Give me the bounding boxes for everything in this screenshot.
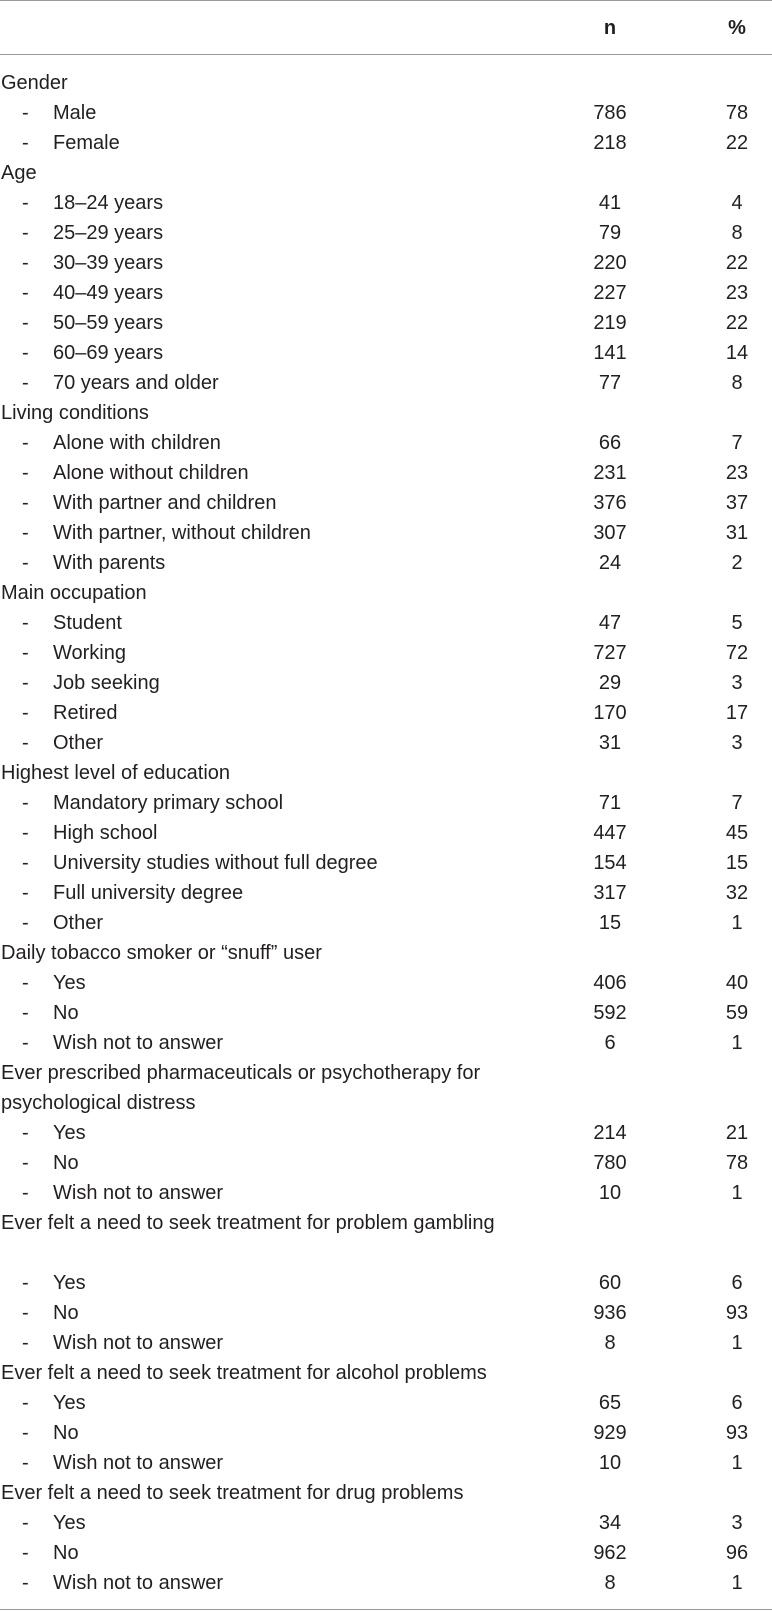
table-row [0,1268,772,1298]
item-count: 376 [593,492,627,514]
table-row [0,368,772,398]
table-row [0,1028,772,1058]
item-label: Male [53,102,97,124]
item-label: Yes [53,972,86,994]
item-percent: 3 [731,1512,743,1534]
item-label: Wish not to answer [53,1452,224,1474]
table-row [0,998,772,1028]
item-count: 31 [598,732,622,754]
item-dash: - [22,102,29,124]
category-label: Daily tobacco smoker or “snuff” user [1,942,322,964]
category-row [0,1478,772,1508]
item-count: 65 [598,1392,622,1414]
item-count: 786 [593,102,627,124]
table-row [0,128,772,158]
item-percent: 22 [725,312,749,334]
table-row [0,518,772,548]
item-dash: - [22,732,29,754]
item-dash: - [22,312,29,334]
category-row [0,758,772,788]
item-dash: - [22,192,29,214]
item-dash: - [22,1512,29,1534]
table-row [0,638,772,668]
item-label: 70 years and older [53,372,219,394]
item-label: No [53,1152,79,1174]
item-count: 66 [598,432,622,454]
item-dash: - [22,492,29,514]
item-dash: - [22,1422,29,1444]
item-dash: - [22,1392,29,1414]
table-row [0,308,772,338]
item-dash: - [22,522,29,544]
item-label: No [53,1302,79,1324]
item-percent: 1 [731,1452,743,1474]
table-row [0,248,772,278]
item-percent: 78 [725,102,749,124]
table-row [0,338,772,368]
table-row [0,608,772,638]
item-count: 447 [593,822,627,844]
item-label: Yes [53,1122,86,1144]
item-percent: 93 [725,1302,749,1324]
item-dash: - [22,612,29,634]
item-percent: 3 [731,732,743,754]
item-percent: 23 [725,282,749,304]
table-row [0,428,772,458]
table-row [0,1568,772,1598]
item-percent: 59 [725,1002,749,1024]
item-percent: 72 [725,642,749,664]
category-row [0,1058,772,1118]
item-label: No [53,1002,79,1024]
table-row [0,188,772,218]
category-label: Ever felt a need to seek treatment for drug problems [1,1482,464,1504]
table-row [0,1418,772,1448]
item-dash: - [22,462,29,484]
item-dash: - [22,1302,29,1324]
item-percent: 1 [731,1182,743,1204]
table-row [0,98,772,128]
item-count: 317 [593,882,627,904]
table-row [0,788,772,818]
category-row [0,1358,772,1388]
item-dash: - [22,1272,29,1294]
item-count: 170 [593,702,627,724]
table-row [0,1148,772,1178]
item-percent: 3 [731,672,743,694]
item-label: Full university degree [53,882,244,904]
item-label: 60–69 years [53,342,164,364]
item-label: 30–39 years [53,252,164,274]
item-percent: 1 [731,1572,743,1594]
item-percent: 1 [731,912,743,934]
item-label: Wish not to answer [53,1032,224,1054]
item-percent: 1 [731,1032,743,1054]
item-label: With partner and children [53,492,277,514]
item-percent: 93 [725,1422,749,1444]
item-dash: - [22,1452,29,1474]
item-dash: - [22,972,29,994]
item-dash: - [22,372,29,394]
category-label: Ever felt a need to seek treatment for alcohol problems [1,1362,487,1384]
table-row [0,458,772,488]
item-count: 780 [593,1152,627,1174]
item-label: Alone with children [53,432,221,454]
item-label: Yes [53,1272,86,1294]
category-label: Highest level of education [1,762,231,784]
item-percent: 6 [731,1272,743,1294]
category-label: Main occupation [1,582,147,604]
item-dash: - [22,1542,29,1564]
category-row [0,1208,772,1268]
item-label: Wish not to answer [53,1332,224,1354]
table-row [0,218,772,248]
item-percent: 8 [731,222,743,244]
item-count: 592 [593,1002,627,1024]
table-row [0,698,772,728]
item-dash: - [22,672,29,694]
item-dash: - [22,1152,29,1174]
item-percent: 40 [725,972,749,994]
table-row [0,1328,772,1358]
item-count: 227 [593,282,627,304]
item-dash: - [22,642,29,664]
item-label: Wish not to answer [53,1182,224,1204]
item-label: Alone without children [53,462,249,484]
table-row [0,728,772,758]
category-row [0,938,772,968]
table-row [0,818,772,848]
item-percent: 14 [725,342,749,364]
item-percent: 2 [731,552,743,574]
item-dash: - [22,432,29,454]
table-row [0,1448,772,1478]
item-label: Yes [53,1512,86,1534]
item-count: 79 [598,222,622,244]
category-label: Ever prescribed pharmaceuticals or psychotherapy for psychological distress [1,1062,481,1114]
item-label: No [53,1542,79,1564]
category-row [0,578,772,608]
item-label: Yes [53,1392,86,1414]
table-row [0,668,772,698]
item-percent: 7 [731,792,743,814]
table-row [0,1538,772,1568]
item-dash: - [22,252,29,274]
item-count: 60 [598,1272,622,1294]
item-percent: 21 [725,1122,749,1144]
category-label: Ever felt a need to seek treatment for problem gambling [1,1212,495,1234]
item-label: No [53,1422,79,1444]
item-count: 406 [593,972,627,994]
item-dash: - [22,1572,29,1594]
category-row [0,398,772,428]
item-count: 77 [598,372,622,394]
item-percent: 23 [725,462,749,484]
item-label: Job seeking [53,672,160,694]
item-label: Retired [53,702,118,724]
item-dash: - [22,882,29,904]
category-label: Gender [1,72,68,94]
item-count: 47 [598,612,622,634]
table-row [0,1178,772,1208]
item-dash: - [22,1032,29,1054]
item-dash: - [22,1002,29,1024]
item-count: 10 [598,1182,622,1204]
item-dash: - [22,282,29,304]
table-row [0,878,772,908]
item-count: 220 [593,252,627,274]
header-rule [0,54,772,55]
item-count: 936 [593,1302,627,1324]
category-row [0,158,772,188]
item-percent: 96 [725,1542,749,1564]
table-body [0,68,772,1598]
item-label: 40–49 years [53,282,164,304]
table-row [0,908,772,938]
item-count: 219 [593,312,627,334]
item-count: 154 [593,852,627,874]
category-label: Age [1,162,37,184]
item-percent: 22 [725,132,749,154]
item-count: 71 [598,792,622,814]
item-count: 141 [593,342,627,364]
table-row [0,1508,772,1538]
item-percent: 6 [731,1392,743,1414]
item-dash: - [22,852,29,874]
table-bottom-rule [0,1609,772,1610]
header-n: n [603,17,617,39]
item-count: 6 [604,1032,616,1054]
item-label: High school [53,822,158,844]
item-label: 50–59 years [53,312,164,334]
table-header [0,0,772,55]
item-dash: - [22,1332,29,1354]
item-label: Other [53,912,104,934]
item-dash: - [22,702,29,724]
item-label: Female [53,132,120,154]
item-percent: 17 [725,702,749,724]
item-label: University studies without full degree [53,852,378,874]
category-label: Living conditions [1,402,149,424]
item-label: Working [53,642,126,664]
item-count: 8 [604,1332,616,1354]
item-percent: 78 [725,1152,749,1174]
item-count: 15 [598,912,622,934]
table-row [0,548,772,578]
item-count: 24 [598,552,622,574]
item-count: 29 [598,672,622,694]
item-count: 8 [604,1572,616,1594]
item-count: 231 [593,462,627,484]
item-percent: 45 [725,822,749,844]
table-row [0,1388,772,1418]
item-percent: 22 [725,252,749,274]
item-label: 25–29 years [53,222,164,244]
table-row [0,488,772,518]
item-label: With partner, without children [53,522,311,544]
item-label: Mandatory primary school [53,792,284,814]
item-percent: 4 [731,192,743,214]
item-count: 214 [593,1122,627,1144]
table-row [0,968,772,998]
item-percent: 8 [731,372,743,394]
item-dash: - [22,1122,29,1144]
table-row [0,278,772,308]
item-percent: 1 [731,1332,743,1354]
item-label: With parents [53,552,166,574]
item-count: 962 [593,1542,627,1564]
item-count: 929 [593,1422,627,1444]
item-dash: - [22,822,29,844]
item-percent: 15 [725,852,749,874]
item-percent: 32 [725,882,749,904]
item-dash: - [22,912,29,934]
item-percent: 31 [725,522,749,544]
item-count: 41 [598,192,622,214]
item-dash: - [22,342,29,364]
item-dash: - [22,792,29,814]
item-label: 18–24 years [53,192,164,214]
item-count: 307 [593,522,627,544]
table-row [0,848,772,878]
item-percent: 37 [725,492,749,514]
table-row [0,1118,772,1148]
item-label: Other [53,732,104,754]
item-label: Wish not to answer [53,1572,224,1594]
item-count: 218 [593,132,627,154]
item-dash: - [22,1182,29,1204]
item-dash: - [22,132,29,154]
table-row [0,1298,772,1328]
item-count: 10 [598,1452,622,1474]
item-count: 727 [593,642,627,664]
item-percent: 7 [731,432,743,454]
item-count: 34 [598,1512,622,1534]
item-percent: 5 [731,612,743,634]
category-row [0,68,772,98]
item-dash: - [22,222,29,244]
item-label: Student [53,612,122,634]
item-dash: - [22,552,29,574]
header-percent: % [728,17,746,39]
